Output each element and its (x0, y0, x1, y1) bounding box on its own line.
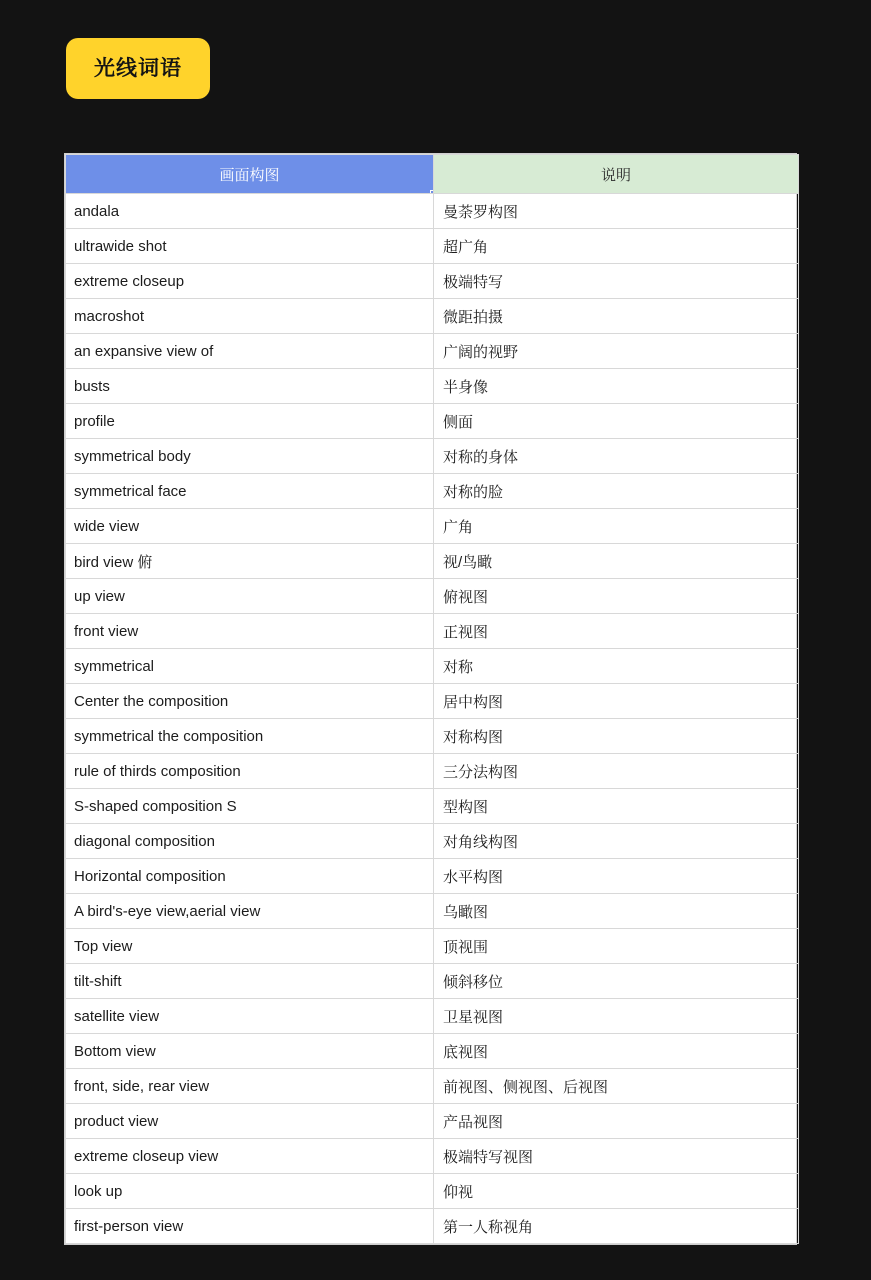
table-row (66, 999, 799, 1034)
cell-composition: front view (66, 614, 434, 649)
cell-composition: ultrawide shot (66, 229, 434, 264)
cell-composition: Horizontal composition (66, 859, 434, 894)
cell-description: 第一人称视角 (434, 1209, 799, 1244)
cell-description: 乌瞰图 (434, 894, 799, 929)
table-row (66, 334, 799, 369)
table-row (66, 579, 799, 614)
cell-description: 对称的身体 (434, 439, 799, 474)
table-row (66, 859, 799, 894)
cell-description: 对称的脸 (434, 474, 799, 509)
cell-description: 仰视 (434, 1174, 799, 1209)
table-header (66, 155, 799, 194)
cell-composition: Center the composition (66, 684, 434, 719)
cell-composition: up view (66, 579, 434, 614)
table-row (66, 229, 799, 264)
page-title: 光线词语 (66, 38, 210, 99)
cell-description: 半身像 (434, 369, 799, 404)
table-row (66, 544, 799, 579)
cell-composition: diagonal composition (66, 824, 434, 859)
cell-composition: front, side, rear view (66, 1069, 434, 1104)
cell-description: 倾斜移位 (434, 964, 799, 999)
cell-composition: wide view (66, 509, 434, 544)
cell-description: 极端特写视图 (434, 1139, 799, 1174)
table-row (66, 264, 799, 299)
cell-composition: symmetrical body (66, 439, 434, 474)
cell-composition: product view (66, 1104, 434, 1139)
table-row (66, 964, 799, 999)
composition-table-container (64, 153, 797, 1245)
column-header-composition: 画面构图 (66, 155, 434, 194)
cell-composition: symmetrical the composition (66, 719, 434, 754)
table-row (66, 824, 799, 859)
cell-composition: first-person view (66, 1209, 434, 1244)
cell-composition: extreme closeup (66, 264, 434, 299)
cell-description: 超广角 (434, 229, 799, 264)
composition-table (65, 154, 799, 1244)
table-row (66, 369, 799, 404)
table-row (66, 719, 799, 754)
cell-composition: extreme closeup view (66, 1139, 434, 1174)
cell-description: 居中构图 (434, 684, 799, 719)
cell-description: 卫星视图 (434, 999, 799, 1034)
cell-composition: symmetrical (66, 649, 434, 684)
cell-description: 对称构图 (434, 719, 799, 754)
cell-composition: tilt-shift (66, 964, 434, 999)
cell-composition: symmetrical face (66, 474, 434, 509)
cell-description: 曼荼罗构图 (434, 194, 799, 229)
table-row (66, 789, 799, 824)
cell-description: 对称 (434, 649, 799, 684)
cell-description: 广阔的视野 (434, 334, 799, 369)
cell-composition: look up (66, 1174, 434, 1209)
table-row (66, 1209, 799, 1244)
cell-composition: Bottom view (66, 1034, 434, 1069)
cell-description: 俯视图 (434, 579, 799, 614)
table-row (66, 1139, 799, 1174)
table-row (66, 1034, 799, 1069)
table-row (66, 614, 799, 649)
table-row (66, 1104, 799, 1139)
cell-description: 视/鸟瞰 (434, 544, 799, 579)
cell-description: 对角线构图 (434, 824, 799, 859)
table-row (66, 649, 799, 684)
cell-description: 微距拍摄 (434, 299, 799, 334)
table-row (66, 894, 799, 929)
table-row (66, 1069, 799, 1104)
cell-description: 侧面 (434, 404, 799, 439)
table-header-row (66, 155, 799, 194)
cell-description: 水平构图 (434, 859, 799, 894)
cell-composition: A bird's-eye view,aerial view (66, 894, 434, 929)
cell-composition: an expansive view of (66, 334, 434, 369)
cell-composition: Top view (66, 929, 434, 964)
cell-description: 广角 (434, 509, 799, 544)
cell-composition: macroshot (66, 299, 434, 334)
cell-composition: rule of thirds composition (66, 754, 434, 789)
cell-description: 型构图 (434, 789, 799, 824)
cell-composition: bird view 俯 (66, 544, 434, 579)
table-row (66, 439, 799, 474)
cell-description: 极端特写 (434, 264, 799, 299)
cell-composition: satellite view (66, 999, 434, 1034)
cell-description: 顶视围 (434, 929, 799, 964)
table-row (66, 754, 799, 789)
cell-description: 产品视图 (434, 1104, 799, 1139)
table-row (66, 509, 799, 544)
table-body (66, 194, 799, 1244)
cell-description: 正视图 (434, 614, 799, 649)
cell-description: 底视图 (434, 1034, 799, 1069)
cell-composition: andala (66, 194, 434, 229)
cell-description: 三分法构图 (434, 754, 799, 789)
cell-composition: profile (66, 404, 434, 439)
table-row (66, 194, 799, 229)
table-row (66, 474, 799, 509)
table-row (66, 404, 799, 439)
cell-composition: S-shaped composition S (66, 789, 434, 824)
table-row (66, 929, 799, 964)
table-row (66, 299, 799, 334)
cell-description: 前视图、侧视图、后视图 (434, 1069, 799, 1104)
table-row (66, 1174, 799, 1209)
table-row (66, 684, 799, 719)
cell-composition: busts (66, 369, 434, 404)
column-header-description: 说明 (434, 155, 799, 194)
